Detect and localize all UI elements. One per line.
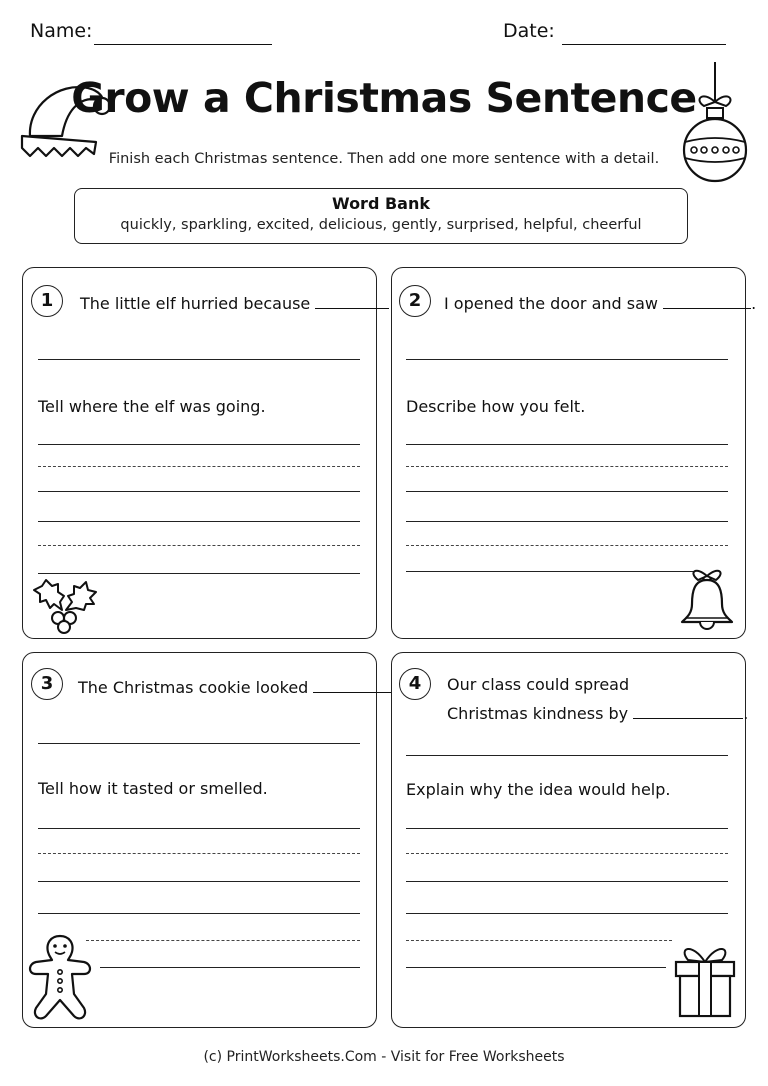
followup-prompt: Describe how you felt. xyxy=(406,397,586,416)
writing-guide-line xyxy=(406,545,728,546)
fill-in-blank[interactable] xyxy=(313,692,399,693)
panel-number: 2 xyxy=(399,285,431,317)
writing-line[interactable] xyxy=(406,967,666,968)
writing-line[interactable] xyxy=(38,743,360,744)
prompt-text: Our class could spread xyxy=(447,675,630,694)
writing-line[interactable] xyxy=(406,359,728,360)
writing-line[interactable] xyxy=(38,491,360,492)
sentence-prompt xyxy=(447,704,748,723)
word-bank-words: quickly, sparkling, excited, delicious, gently, surprised, helpful, cheerful xyxy=(120,217,642,233)
followup-prompt: Explain why the idea would help. xyxy=(406,780,671,799)
writing-line[interactable] xyxy=(38,521,360,522)
prompt-text: The little elf hurried because xyxy=(80,294,311,313)
writing-line[interactable] xyxy=(406,491,728,492)
writing-line[interactable] xyxy=(100,967,360,968)
sentence-prompt xyxy=(78,678,405,697)
writing-line[interactable] xyxy=(406,521,728,522)
prompt-end: . xyxy=(743,704,749,723)
panel-number: 4 xyxy=(399,668,431,700)
writing-line[interactable] xyxy=(38,444,360,445)
date-field[interactable] xyxy=(562,44,726,45)
writing-line[interactable] xyxy=(406,571,696,572)
fill-in-blank[interactable] xyxy=(315,308,389,309)
panel-number: 1 xyxy=(31,285,63,317)
word-bank-title: Word Bank xyxy=(331,194,430,213)
bell-icon xyxy=(676,562,738,634)
followup-prompt: Tell where the elf was going. xyxy=(38,397,266,416)
date-label: Date: xyxy=(503,20,555,42)
sentence-prompt xyxy=(80,294,394,313)
panel-number: 3 xyxy=(31,668,63,700)
writing-line[interactable] xyxy=(406,755,728,756)
gingerbread-man-icon xyxy=(26,934,94,1022)
fill-in-blank[interactable] xyxy=(663,308,751,309)
writing-line[interactable] xyxy=(38,913,360,914)
writing-line[interactable] xyxy=(406,913,728,914)
writing-line[interactable] xyxy=(38,828,360,829)
writing-line[interactable] xyxy=(38,359,360,360)
writing-guide-line xyxy=(38,466,360,467)
writing-guide-line xyxy=(38,853,360,854)
prompt-text: The Christmas cookie looked xyxy=(78,678,309,697)
writing-guide-line xyxy=(38,545,360,546)
writing-guide-line xyxy=(86,940,360,941)
page-title: Grow a Christmas Sentence xyxy=(71,74,697,122)
gift-box-icon xyxy=(672,940,738,1020)
holly-icon xyxy=(32,578,98,634)
prompt-text: I opened the door and saw xyxy=(444,294,658,313)
prompt-end: . xyxy=(751,294,757,313)
writing-guide-line xyxy=(406,940,672,941)
sentence-prompt xyxy=(444,294,756,313)
writing-line[interactable] xyxy=(406,444,728,445)
writing-guide-line xyxy=(406,853,728,854)
writing-line[interactable] xyxy=(406,881,728,882)
footer-credit: (c) PrintWorksheets.Com - Visit for Free Worksheets xyxy=(203,1049,565,1065)
followup-prompt: Tell how it tasted or smelled. xyxy=(38,779,268,798)
writing-line[interactable] xyxy=(38,573,360,574)
writing-line[interactable] xyxy=(406,828,728,829)
name-label: Name: xyxy=(30,20,93,42)
name-field[interactable] xyxy=(94,44,272,45)
word-bank xyxy=(74,188,688,244)
writing-line[interactable] xyxy=(38,881,360,882)
instructions: Finish each Christmas sentence. Then add one more sentence with a detail. xyxy=(108,151,660,167)
writing-guide-line xyxy=(406,466,728,467)
fill-in-blank[interactable] xyxy=(633,718,743,719)
prompt-text: Christmas kindness by xyxy=(447,704,629,723)
